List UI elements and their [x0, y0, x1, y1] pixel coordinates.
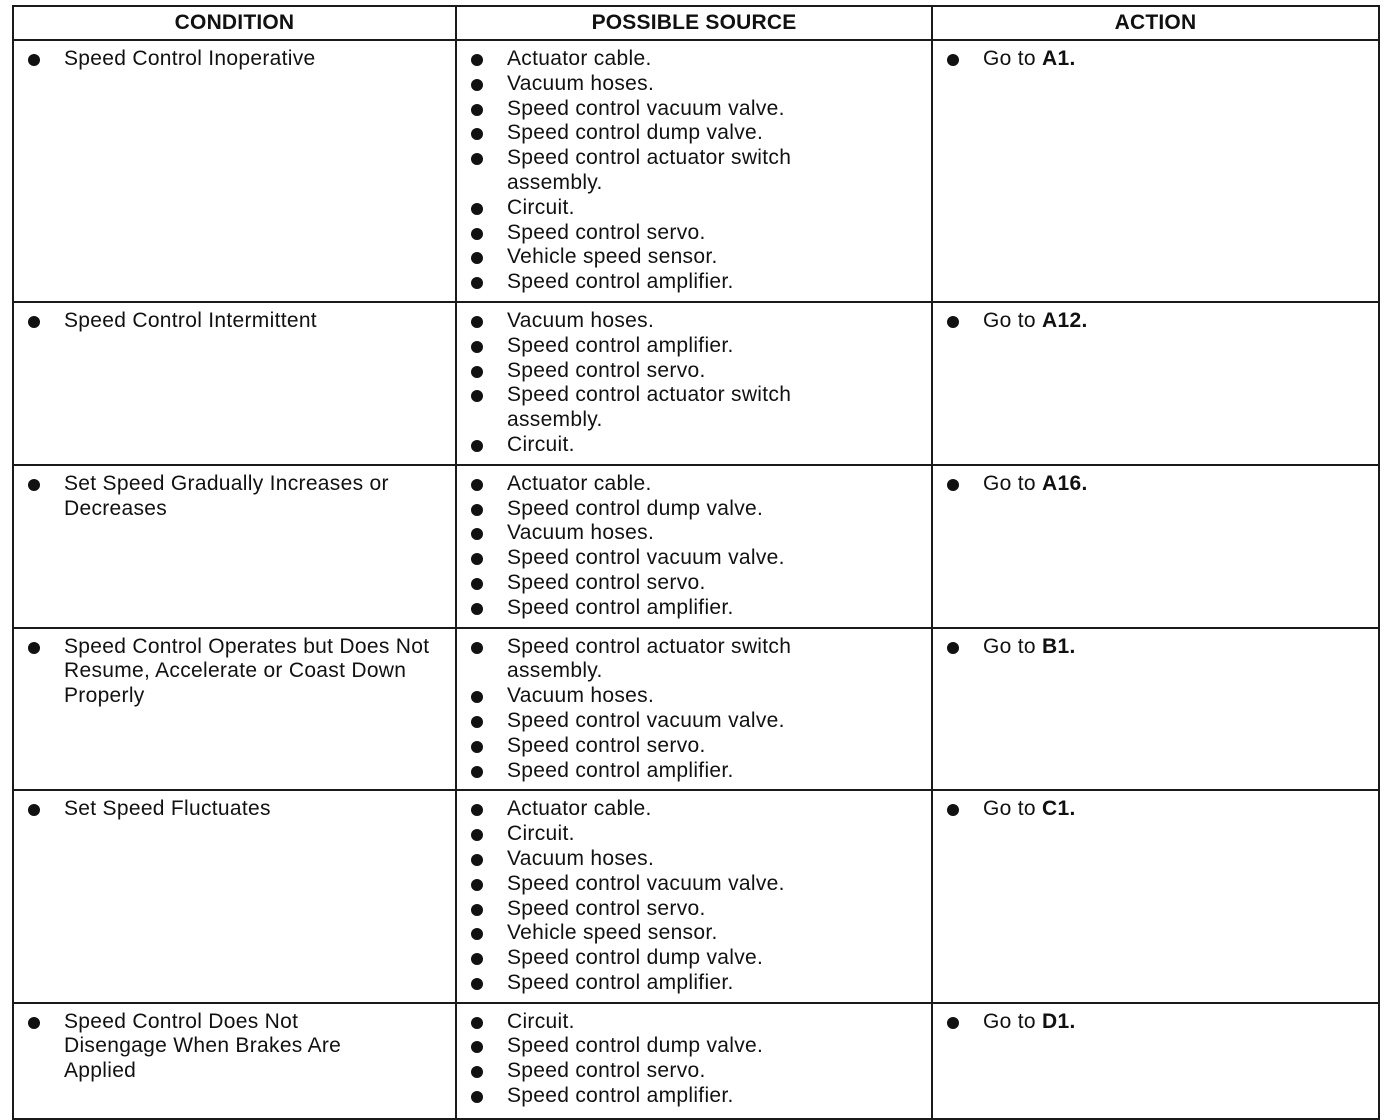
bullet-icon [947, 1017, 959, 1029]
source-text: Speed control dump valve. [507, 1034, 764, 1058]
source-item [469, 497, 847, 522]
source-text: Speed control vacuum valve. [507, 96, 785, 120]
source-item [469, 221, 847, 246]
source-text: Vacuum hoses. [507, 846, 655, 870]
source-text: Actuator cable. [507, 471, 652, 495]
source-item [469, 72, 847, 97]
source-text: Speed control servo. [507, 358, 706, 382]
table-row [13, 1003, 1379, 1119]
source-item [469, 1059, 847, 1084]
table-row [13, 628, 1379, 791]
bullet-icon [471, 504, 483, 516]
condition-text: Set Speed Fluctuates [64, 797, 271, 821]
action-cell [932, 1003, 1379, 1119]
source-item [469, 97, 847, 122]
source-text: Circuit. [507, 1009, 575, 1033]
header-row [13, 6, 1379, 40]
condition-item [26, 1010, 384, 1084]
source-item [469, 359, 847, 384]
bullet-icon [947, 642, 959, 654]
source-item [469, 946, 847, 971]
bullet-icon [471, 578, 483, 590]
source-text: Speed control dump valve. [507, 946, 764, 970]
source-item [469, 383, 847, 433]
bullet-icon [28, 479, 40, 491]
source-item [469, 245, 847, 270]
bullet-icon [471, 440, 483, 452]
source-item [469, 433, 847, 458]
source-text: Speed control servo. [507, 896, 706, 920]
source-text: Vacuum hoses. [507, 308, 655, 332]
bullet-icon [471, 228, 483, 240]
condition-cell [13, 40, 456, 302]
source-item [469, 709, 847, 734]
condition-cell [13, 302, 456, 465]
table-row [13, 465, 1379, 628]
source-text: Circuit. [507, 822, 575, 846]
bullet-icon [471, 153, 483, 165]
source-item [469, 1034, 847, 1059]
source-text: Speed control servo. [507, 733, 706, 757]
bullet-icon [471, 603, 483, 615]
source-item [469, 334, 847, 359]
diagnosis-table [12, 5, 1380, 1120]
condition-item [26, 797, 447, 822]
bullet-icon [471, 1017, 483, 1029]
bullet-icon [947, 804, 959, 816]
condition-text: Speed Control Intermittent [64, 308, 317, 332]
source-text: Speed control actuator switch assembly. [507, 383, 792, 432]
possible-source-cell [456, 40, 932, 302]
source-item [469, 1084, 847, 1109]
action-prefix: Go to [983, 797, 1036, 821]
header-condition: CONDITION [13, 6, 456, 40]
bullet-icon [471, 54, 483, 66]
source-text: Speed control amplifier. [507, 333, 734, 357]
source-item [469, 521, 847, 546]
action-cell [932, 40, 1379, 302]
bullet-icon [28, 54, 40, 66]
source-text: Vehicle speed sensor. [507, 921, 718, 945]
bullet-icon [471, 904, 483, 916]
bullet-icon [471, 642, 483, 654]
source-item [469, 847, 847, 872]
bullet-icon [471, 203, 483, 215]
source-text: Vehicle speed sensor. [507, 245, 718, 269]
source-item [469, 684, 847, 709]
condition-cell [13, 1003, 456, 1119]
action-item [945, 797, 1370, 822]
action-reference: B1. [1042, 634, 1076, 658]
source-text: Speed control servo. [507, 570, 706, 594]
condition-text: Speed Control Does Not Disengage When Brakes Are Applied [64, 1009, 342, 1083]
condition-text: Speed Control Operates but Does Not Resume, Accelerate or Coast Down Properly [64, 634, 430, 708]
source-item [469, 971, 847, 996]
source-item [469, 146, 847, 196]
source-text: Speed control dump valve. [507, 496, 764, 520]
condition-cell [13, 465, 456, 628]
source-text: Speed control amplifier. [507, 595, 734, 619]
source-item [469, 897, 847, 922]
source-item [469, 872, 847, 897]
source-item [469, 571, 847, 596]
action-item [945, 1010, 1370, 1035]
source-text: Speed control actuator switch assembly. [507, 146, 792, 194]
bullet-icon [471, 277, 483, 289]
bullet-icon [471, 741, 483, 753]
source-text: Speed control amplifier. [507, 270, 734, 294]
bullet-icon [28, 316, 40, 328]
bullet-icon [471, 928, 483, 940]
condition-text: Speed Control Inoperative [64, 47, 316, 70]
source-text: Vacuum hoses. [507, 521, 655, 545]
source-item [469, 734, 847, 759]
source-text: Speed control amplifier. [507, 758, 734, 782]
action-prefix: Go to [983, 634, 1036, 658]
action-item [945, 472, 1370, 497]
source-item [469, 797, 847, 822]
action-reference: A12. [1042, 308, 1088, 332]
condition-cell [13, 628, 456, 791]
bullet-icon [471, 1041, 483, 1053]
action-reference: A16. [1042, 471, 1088, 495]
possible-source-cell [456, 790, 932, 1002]
bullet-icon [471, 1091, 483, 1103]
source-text: Speed control vacuum valve. [507, 871, 785, 895]
source-text: Vacuum hoses. [507, 684, 655, 708]
action-prefix: Go to [983, 1009, 1036, 1033]
source-item [469, 635, 847, 685]
source-text: Speed control servo. [507, 1059, 706, 1083]
source-text: Speed control actuator switch assembly. [507, 634, 792, 683]
condition-item [26, 635, 444, 709]
bullet-icon [947, 316, 959, 328]
header-possible-source: POSSIBLE SOURCE [456, 6, 932, 40]
table-row [13, 40, 1379, 302]
bullet-icon [471, 341, 483, 353]
condition-item [26, 309, 447, 334]
possible-source-cell [456, 465, 932, 628]
possible-source-cell [456, 1003, 932, 1119]
condition-cell [13, 790, 456, 1002]
bullet-icon [471, 691, 483, 703]
source-item [469, 546, 847, 571]
bullet-icon [471, 479, 483, 491]
action-prefix: Go to [983, 308, 1036, 332]
source-item [469, 121, 847, 146]
source-item [469, 596, 847, 621]
bullet-icon [471, 252, 483, 264]
action-reference: D1. [1042, 1009, 1076, 1033]
bullet-icon [28, 804, 40, 816]
condition-item [26, 47, 447, 72]
source-text: Speed control amplifier. [507, 1084, 734, 1108]
bullet-icon [471, 390, 483, 402]
source-text: Actuator cable. [507, 47, 652, 70]
action-cell [932, 790, 1379, 1002]
action-reference: C1. [1042, 797, 1076, 821]
source-text: Vacuum hoses. [507, 71, 655, 95]
bullet-icon [471, 829, 483, 841]
bullet-icon [471, 316, 483, 328]
bullet-icon [471, 879, 483, 891]
bullet-icon [28, 642, 40, 654]
table-row [13, 302, 1379, 465]
action-prefix: Go to [983, 47, 1036, 70]
source-text: Speed control vacuum valve. [507, 546, 785, 570]
source-item [469, 1010, 847, 1035]
source-text: Circuit. [507, 195, 575, 219]
bullet-icon [471, 978, 483, 990]
action-cell [932, 465, 1379, 628]
bullet-icon [947, 479, 959, 491]
source-text: Actuator cable. [507, 797, 652, 821]
table-row [13, 790, 1379, 1002]
bullet-icon [471, 716, 483, 728]
bullet-icon [471, 766, 483, 778]
action-cell [932, 628, 1379, 791]
condition-text: Set Speed Gradually Increases or Decreases [64, 471, 389, 520]
bullet-icon [471, 128, 483, 140]
source-item [469, 921, 847, 946]
action-cell [932, 302, 1379, 465]
action-reference: A1. [1042, 47, 1076, 70]
source-text: Speed control dump valve. [507, 121, 764, 145]
source-item [469, 472, 847, 497]
source-item [469, 196, 847, 221]
source-text: Speed control amplifier. [507, 970, 734, 994]
bullet-icon [471, 79, 483, 91]
bullet-icon [471, 528, 483, 540]
action-item [945, 47, 1370, 72]
action-item [945, 309, 1370, 334]
bullet-icon [471, 953, 483, 965]
source-text: Speed control vacuum valve. [507, 708, 785, 732]
source-item [469, 47, 847, 72]
bullet-icon [471, 1066, 483, 1078]
bullet-icon [471, 104, 483, 116]
possible-source-cell [456, 628, 932, 791]
source-item [469, 822, 847, 847]
bullet-icon [471, 366, 483, 378]
source-item [469, 309, 847, 334]
header-action: ACTION [932, 6, 1379, 40]
bullet-icon [471, 804, 483, 816]
bullet-icon [471, 854, 483, 866]
source-text: Speed control servo. [507, 220, 706, 244]
bullet-icon [947, 54, 959, 66]
condition-item [26, 472, 444, 522]
bullet-icon [28, 1017, 40, 1029]
source-item [469, 270, 847, 295]
action-prefix: Go to [983, 471, 1036, 495]
possible-source-cell [456, 302, 932, 465]
source-item [469, 759, 847, 784]
action-item [945, 635, 1370, 660]
bullet-icon [471, 553, 483, 565]
source-text: Circuit. [507, 432, 575, 456]
